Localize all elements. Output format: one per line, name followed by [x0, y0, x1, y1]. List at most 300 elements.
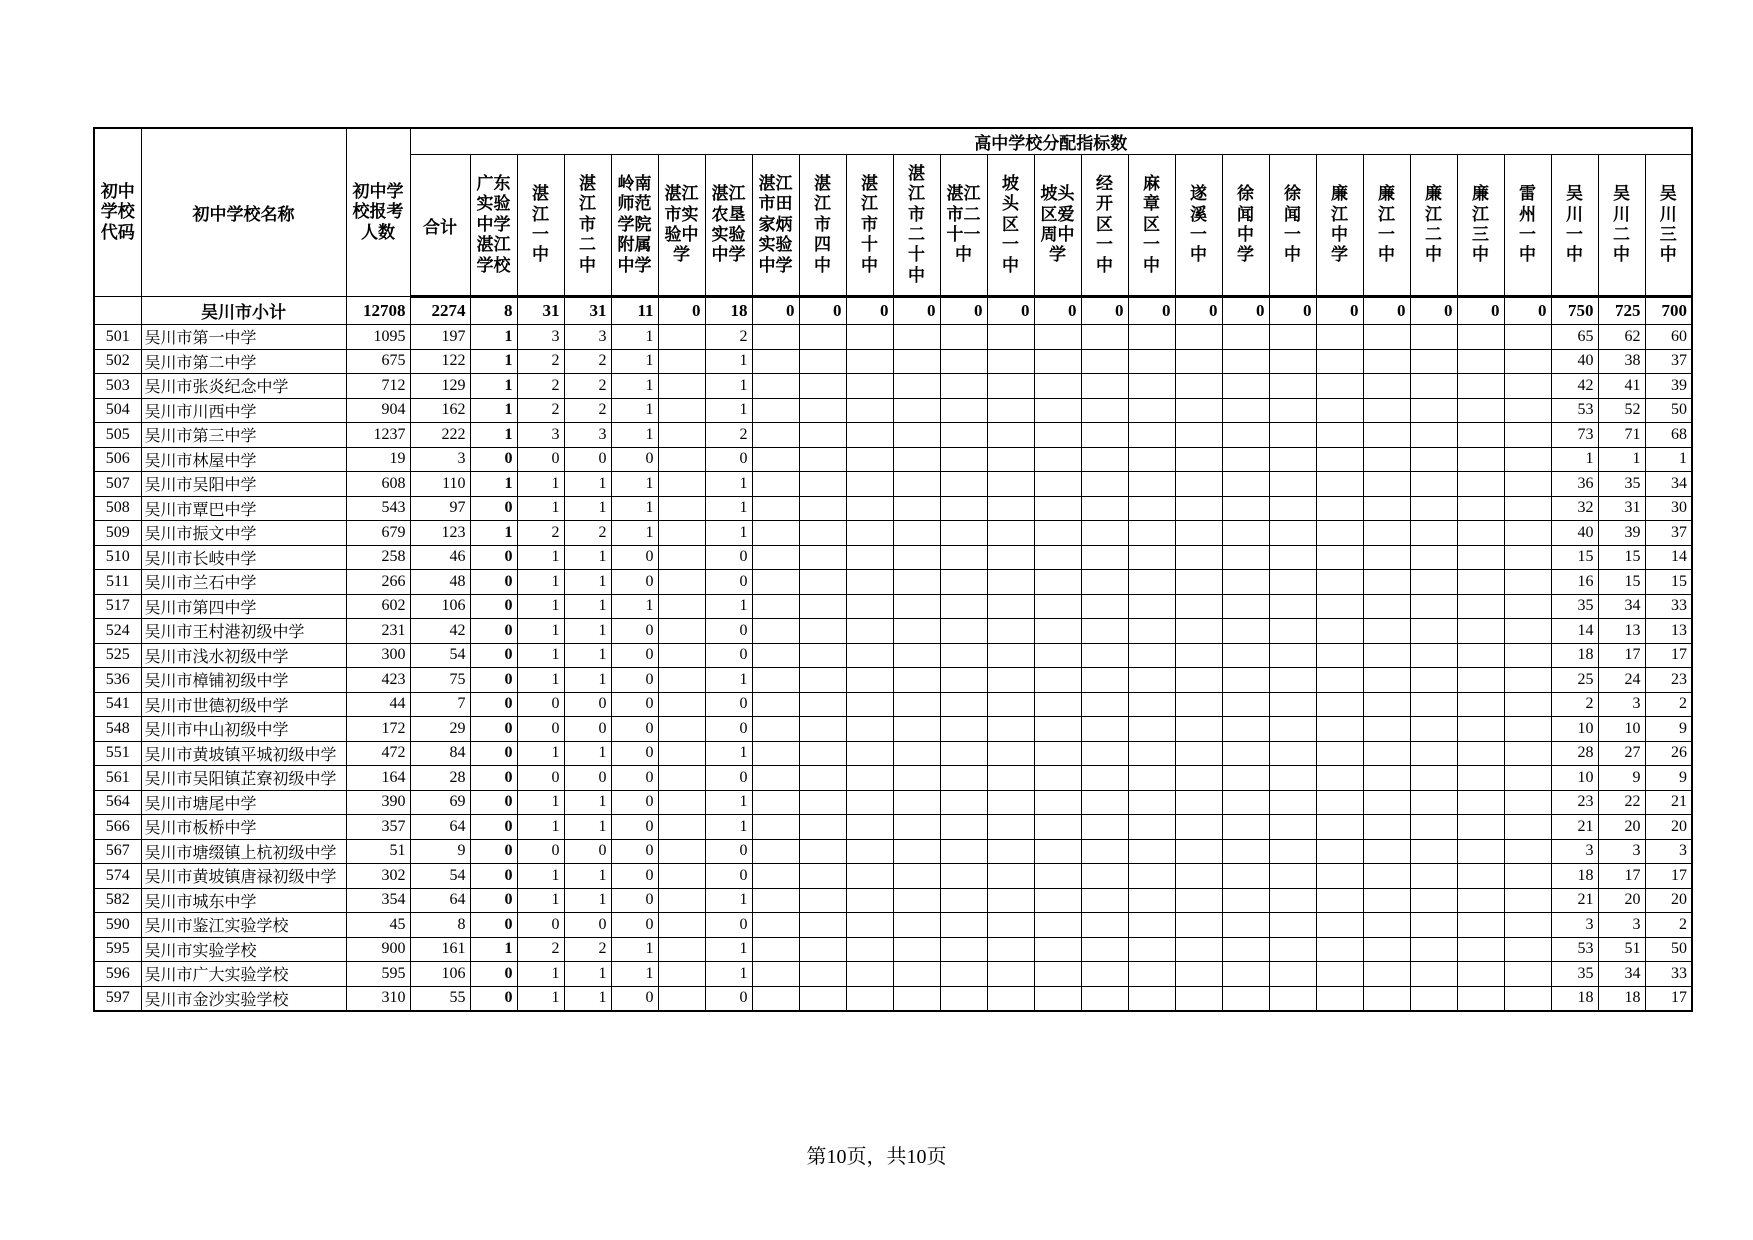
cell-allocation: [893, 545, 940, 570]
cell-allocation: [1457, 423, 1504, 448]
cell-allocation: 27: [1598, 741, 1645, 766]
cell-allocation: [1081, 619, 1128, 644]
cell-allocation: 1: [705, 349, 752, 374]
cell-allocation: [1128, 521, 1175, 546]
cell-allocation: 0: [564, 839, 611, 864]
cell-allocation: [752, 374, 799, 399]
cell-allocation: [1269, 447, 1316, 472]
cell-applicants: 675: [346, 349, 410, 374]
cell-allocation: 1: [611, 349, 658, 374]
cell-allocation: [1504, 913, 1551, 938]
cell-allocation: 3: [517, 423, 564, 448]
cell-allocation: 2: [517, 521, 564, 546]
cell-allocation: [1410, 937, 1457, 962]
cell-allocation: [799, 986, 846, 1011]
cell-allocation: 725: [1598, 297, 1645, 325]
cell-allocation: [1457, 472, 1504, 497]
cell-allocation: 750: [1551, 297, 1598, 325]
cell-allocation: [1175, 668, 1222, 693]
cell-school-code: 536: [94, 668, 141, 693]
cell-allocation: [1457, 447, 1504, 472]
cell-allocation: 33: [1645, 594, 1692, 619]
header-school: [1551, 155, 1598, 297]
cell-allocation: 1: [705, 790, 752, 815]
cell-allocation: 1: [470, 398, 517, 423]
cell-allocation: [799, 619, 846, 644]
cell-allocation: [1034, 668, 1081, 693]
cell-allocation: [1081, 668, 1128, 693]
cell-allocation: [658, 839, 705, 864]
cell-allocation: 1: [517, 619, 564, 644]
cell-allocation: [1410, 619, 1457, 644]
cell-allocation: [940, 839, 987, 864]
cell-allocation: 0: [611, 888, 658, 913]
cell-allocation: [1034, 374, 1081, 399]
cell-allocation: 1: [517, 668, 564, 693]
cell-allocation: [1269, 668, 1316, 693]
cell-allocation: [1081, 447, 1128, 472]
cell-allocation: [658, 447, 705, 472]
cell-allocation: [1410, 692, 1457, 717]
cell-allocation: [1175, 766, 1222, 791]
cell-allocation: [799, 325, 846, 350]
cell-allocation: 1: [517, 986, 564, 1011]
cell-allocation: [1363, 717, 1410, 742]
cell-allocation: [1316, 325, 1363, 350]
cell-allocation: [1363, 643, 1410, 668]
cell-allocation: [1081, 766, 1128, 791]
cell-allocation: 0: [611, 668, 658, 693]
cell-allocation: [658, 545, 705, 570]
cell-allocation: [799, 374, 846, 399]
cell-allocation: [1457, 717, 1504, 742]
table-row: [94, 594, 1692, 619]
cell-allocation: [1457, 496, 1504, 521]
cell-allocation: 35: [1598, 472, 1645, 497]
cell-allocation: [987, 766, 1034, 791]
cell-allocation: 0: [987, 297, 1034, 325]
cell-allocation: [1269, 741, 1316, 766]
cell-allocation: [1363, 815, 1410, 840]
cell-allocation: [1410, 864, 1457, 889]
cell-allocation: 0: [705, 839, 752, 864]
cell-allocation: [1269, 766, 1316, 791]
cell-allocation: [893, 496, 940, 521]
cell-allocation: [1504, 790, 1551, 815]
cell-allocation: [1504, 643, 1551, 668]
cell-allocation: [987, 986, 1034, 1011]
cell-allocation: 0: [893, 297, 940, 325]
table-row: [94, 864, 1692, 889]
cell-allocation: [1504, 888, 1551, 913]
cell-allocation: [1363, 913, 1410, 938]
cell-allocation: 0: [470, 643, 517, 668]
cell-allocation: 37: [1645, 521, 1692, 546]
cell-allocation: [658, 815, 705, 840]
cell-school-code: 590: [94, 913, 141, 938]
cell-allocation: 0: [470, 447, 517, 472]
cell-allocation: 21: [1645, 790, 1692, 815]
cell-allocation: [1222, 986, 1269, 1011]
cell-allocation: 1: [705, 937, 752, 962]
cell-allocation: [1504, 717, 1551, 742]
cell-allocation: [1504, 349, 1551, 374]
cell-allocation: [940, 594, 987, 619]
cell-allocation: [799, 472, 846, 497]
cell-allocation: 1: [470, 374, 517, 399]
cell-allocation: [987, 913, 1034, 938]
cell-allocation: [1363, 521, 1410, 546]
cell-allocation: [658, 888, 705, 913]
cell-allocation: 8: [470, 297, 517, 325]
cell-allocation: 0: [470, 741, 517, 766]
cell-allocation: [1222, 790, 1269, 815]
cell-school-name: 吴川市实验学校: [141, 937, 346, 962]
cell-allocation: 17: [1598, 864, 1645, 889]
cell-total: 8: [410, 913, 470, 938]
cell-allocation: [1504, 496, 1551, 521]
cell-allocation: [893, 815, 940, 840]
cell-allocation: [1222, 496, 1269, 521]
cell-allocation: [987, 839, 1034, 864]
cell-allocation: [1457, 962, 1504, 987]
header-school-label: 湛江市二中: [579, 174, 596, 275]
header-school-label: 徐闻一中: [1284, 184, 1301, 265]
cell-allocation: 14: [1645, 545, 1692, 570]
cell-allocation: 11: [611, 297, 658, 325]
cell-allocation: [846, 325, 893, 350]
cell-allocation: [1034, 496, 1081, 521]
cell-allocation: [1081, 692, 1128, 717]
cell-allocation: [1222, 521, 1269, 546]
cell-allocation: [1504, 668, 1551, 693]
cell-allocation: [893, 594, 940, 619]
cell-allocation: 0: [705, 766, 752, 791]
cell-allocation: 51: [1598, 937, 1645, 962]
cell-allocation: [799, 521, 846, 546]
cell-allocation: 1: [611, 962, 658, 987]
cell-allocation: [1034, 741, 1081, 766]
cell-allocation: 3: [1551, 913, 1598, 938]
cell-allocation: [987, 790, 1034, 815]
header-school: [1269, 155, 1316, 297]
cell-allocation: [1269, 888, 1316, 913]
cell-allocation: 1: [517, 594, 564, 619]
header-school: [846, 155, 893, 297]
cell-allocation: 0: [705, 570, 752, 595]
cell-allocation: [1410, 374, 1457, 399]
cell-allocation: [987, 864, 1034, 889]
header-school-label: 吴川一中: [1566, 184, 1583, 265]
cell-allocation: [1034, 717, 1081, 742]
cell-allocation: [1128, 888, 1175, 913]
table-row: [94, 692, 1692, 717]
cell-allocation: 0: [517, 447, 564, 472]
cell-allocation: [1316, 594, 1363, 619]
cell-allocation: [1410, 643, 1457, 668]
cell-allocation: [658, 594, 705, 619]
cell-allocation: [752, 717, 799, 742]
cell-allocation: [1081, 815, 1128, 840]
cell-allocation: 17: [1645, 864, 1692, 889]
cell-allocation: 0: [564, 447, 611, 472]
cell-total: 64: [410, 815, 470, 840]
cell-total: 28: [410, 766, 470, 791]
cell-allocation: [1316, 398, 1363, 423]
cell-allocation: [1410, 594, 1457, 619]
cell-allocation: [987, 545, 1034, 570]
cell-allocation: [658, 766, 705, 791]
cell-allocation: [752, 594, 799, 619]
cell-allocation: 10: [1551, 717, 1598, 742]
cell-allocation: [1457, 643, 1504, 668]
cell-total: 3: [410, 447, 470, 472]
cell-allocation: [752, 790, 799, 815]
table-row: [94, 325, 1692, 350]
header-school-label: 湛江市十中: [861, 174, 878, 275]
cell-allocation: [893, 349, 940, 374]
cell-allocation: [987, 472, 1034, 497]
cell-allocation: [1316, 937, 1363, 962]
cell-allocation: 0: [846, 297, 893, 325]
cell-allocation: 3: [564, 325, 611, 350]
cell-allocation: 1: [564, 619, 611, 644]
cell-school-name: 吴川市第一中学: [141, 325, 346, 350]
cell-total: 69: [410, 790, 470, 815]
cell-allocation: [1504, 815, 1551, 840]
cell-allocation: 31: [1598, 496, 1645, 521]
cell-allocation: [846, 766, 893, 791]
cell-allocation: [799, 447, 846, 472]
cell-applicants: 904: [346, 398, 410, 423]
cell-allocation: [893, 325, 940, 350]
header-school-label: 广东实验中学湛江学校: [476, 174, 511, 275]
cell-allocation: [846, 472, 893, 497]
cell-allocation: 0: [611, 790, 658, 815]
header-school-label: 吴川三中: [1659, 184, 1677, 265]
cell-allocation: [1081, 643, 1128, 668]
cell-allocation: 0: [517, 839, 564, 864]
cell-allocation: [1363, 349, 1410, 374]
cell-allocation: [893, 790, 940, 815]
cell-allocation: [1269, 815, 1316, 840]
cell-allocation: [1175, 643, 1222, 668]
cell-allocation: 13: [1645, 619, 1692, 644]
cell-allocation: [658, 790, 705, 815]
cell-school-name: 吴川市第二中学: [141, 349, 346, 374]
table-row: [94, 398, 1692, 423]
table-row: [94, 790, 1692, 815]
cell-allocation: [752, 864, 799, 889]
cell-allocation: 17: [1645, 986, 1692, 1011]
cell-allocation: 3: [517, 325, 564, 350]
cell-allocation: 1: [564, 815, 611, 840]
cell-allocation: 26: [1645, 741, 1692, 766]
cell-allocation: 1: [470, 472, 517, 497]
cell-allocation: [1410, 325, 1457, 350]
cell-allocation: 0: [470, 839, 517, 864]
cell-allocation: 0: [611, 643, 658, 668]
cell-allocation: [1081, 398, 1128, 423]
cell-allocation: [1504, 864, 1551, 889]
cell-allocation: [1269, 864, 1316, 889]
cell-allocation: [987, 668, 1034, 693]
cell-allocation: [893, 423, 940, 448]
cell-allocation: 0: [564, 913, 611, 938]
header-school: [1504, 155, 1551, 297]
cell-allocation: [658, 496, 705, 521]
cell-school-name: 吴川市王村港初级中学: [141, 619, 346, 644]
cell-allocation: 1: [1551, 447, 1598, 472]
cell-applicants: 602: [346, 594, 410, 619]
cell-allocation: [893, 374, 940, 399]
cell-allocation: 31: [517, 297, 564, 325]
cell-allocation: [987, 619, 1034, 644]
cell-allocation: 0: [470, 790, 517, 815]
cell-allocation: [1410, 423, 1457, 448]
cell-allocation: [1269, 913, 1316, 938]
cell-allocation: [799, 864, 846, 889]
cell-applicants: 1237: [346, 423, 410, 448]
header-school-label: 湛江市实验中学: [664, 184, 699, 265]
cell-allocation: 25: [1551, 668, 1598, 693]
cell-allocation: [1175, 839, 1222, 864]
header-school: [1316, 155, 1363, 297]
cell-school-code: 566: [94, 815, 141, 840]
cell-allocation: [987, 692, 1034, 717]
cell-allocation: [987, 643, 1034, 668]
cell-allocation: [1081, 937, 1128, 962]
cell-allocation: [1316, 619, 1363, 644]
cell-allocation: [658, 570, 705, 595]
cell-school-name: 吴川市兰石中学: [141, 570, 346, 595]
cell-allocation: [1034, 643, 1081, 668]
cell-allocation: [799, 570, 846, 595]
cell-allocation: [893, 766, 940, 791]
cell-allocation: 1: [611, 398, 658, 423]
cell-applicants: 357: [346, 815, 410, 840]
cell-allocation: [658, 472, 705, 497]
cell-allocation: [1081, 839, 1128, 864]
cell-allocation: 1: [705, 888, 752, 913]
cell-allocation: [799, 423, 846, 448]
cell-allocation: [1081, 594, 1128, 619]
cell-allocation: 1: [611, 937, 658, 962]
cell-allocation: [1222, 815, 1269, 840]
cell-school-code: 564: [94, 790, 141, 815]
cell-allocation: [846, 937, 893, 962]
cell-allocation: [1081, 864, 1128, 889]
cell-allocation: 0: [1410, 297, 1457, 325]
header-school-label: 徐闻中学: [1237, 184, 1254, 265]
cell-allocation: 65: [1551, 325, 1598, 350]
header-school: [1457, 155, 1504, 297]
cell-allocation: [1504, 545, 1551, 570]
cell-allocation: [893, 692, 940, 717]
cell-allocation: [1504, 741, 1551, 766]
cell-allocation: [1222, 447, 1269, 472]
cell-allocation: 37: [1645, 349, 1692, 374]
cell-allocation: [940, 962, 987, 987]
cell-allocation: 2: [1645, 692, 1692, 717]
cell-allocation: [1504, 570, 1551, 595]
cell-allocation: 1: [564, 741, 611, 766]
cell-allocation: [799, 839, 846, 864]
cell-allocation: 2: [564, 374, 611, 399]
cell-allocation: [1504, 325, 1551, 350]
cell-allocation: [1504, 839, 1551, 864]
cell-applicants: 595: [346, 962, 410, 987]
header-applicants-label: 初中学校报考人数: [352, 181, 404, 242]
cell-total: 46: [410, 545, 470, 570]
cell-allocation: [846, 570, 893, 595]
cell-allocation: [1269, 545, 1316, 570]
cell-allocation: 0: [564, 692, 611, 717]
cell-allocation: [1410, 545, 1457, 570]
cell-allocation: [1504, 472, 1551, 497]
cell-allocation: [893, 986, 940, 1011]
cell-allocation: 32: [1551, 496, 1598, 521]
cell-allocation: [987, 521, 1034, 546]
cell-total: 42: [410, 619, 470, 644]
cell-allocation: [1363, 766, 1410, 791]
cell-school-code: 505: [94, 423, 141, 448]
table-row: [94, 496, 1692, 521]
table-row: [94, 447, 1692, 472]
cell-allocation: [1081, 545, 1128, 570]
cell-allocation: 0: [517, 913, 564, 938]
cell-allocation: [799, 594, 846, 619]
cell-allocation: 1: [611, 496, 658, 521]
cell-allocation: 39: [1645, 374, 1692, 399]
cell-allocation: 2: [564, 521, 611, 546]
cell-allocation: [893, 913, 940, 938]
cell-allocation: [1034, 545, 1081, 570]
cell-school-code: 511: [94, 570, 141, 595]
cell-allocation: 0: [1175, 297, 1222, 325]
cell-allocation: 34: [1598, 962, 1645, 987]
cell-allocation: 1: [564, 496, 611, 521]
cell-allocation: [1269, 325, 1316, 350]
cell-allocation: [1269, 349, 1316, 374]
cell-allocation: [799, 496, 846, 521]
cell-allocation: 0: [705, 545, 752, 570]
cell-allocation: 1: [564, 668, 611, 693]
header-school: [470, 155, 517, 297]
cell-allocation: 0: [470, 692, 517, 717]
cell-allocation: 2: [705, 325, 752, 350]
cell-school-name: 吴川市张炎纪念中学: [141, 374, 346, 399]
cell-total: 7: [410, 692, 470, 717]
cell-allocation: 0: [1269, 297, 1316, 325]
cell-allocation: 1: [517, 815, 564, 840]
cell-allocation: 40: [1551, 521, 1598, 546]
cell-allocation: 17: [1598, 643, 1645, 668]
cell-allocation: [1222, 766, 1269, 791]
cell-allocation: [987, 717, 1034, 742]
cell-allocation: 1: [705, 496, 752, 521]
cell-school-code: 574: [94, 864, 141, 889]
cell-allocation: 0: [611, 447, 658, 472]
cell-allocation: [1316, 496, 1363, 521]
table-row: [94, 423, 1692, 448]
cell-allocation: [1034, 790, 1081, 815]
cell-allocation: [752, 815, 799, 840]
cell-allocation: [799, 668, 846, 693]
cell-allocation: [846, 962, 893, 987]
table-row: [94, 937, 1692, 962]
cell-allocation: [799, 815, 846, 840]
